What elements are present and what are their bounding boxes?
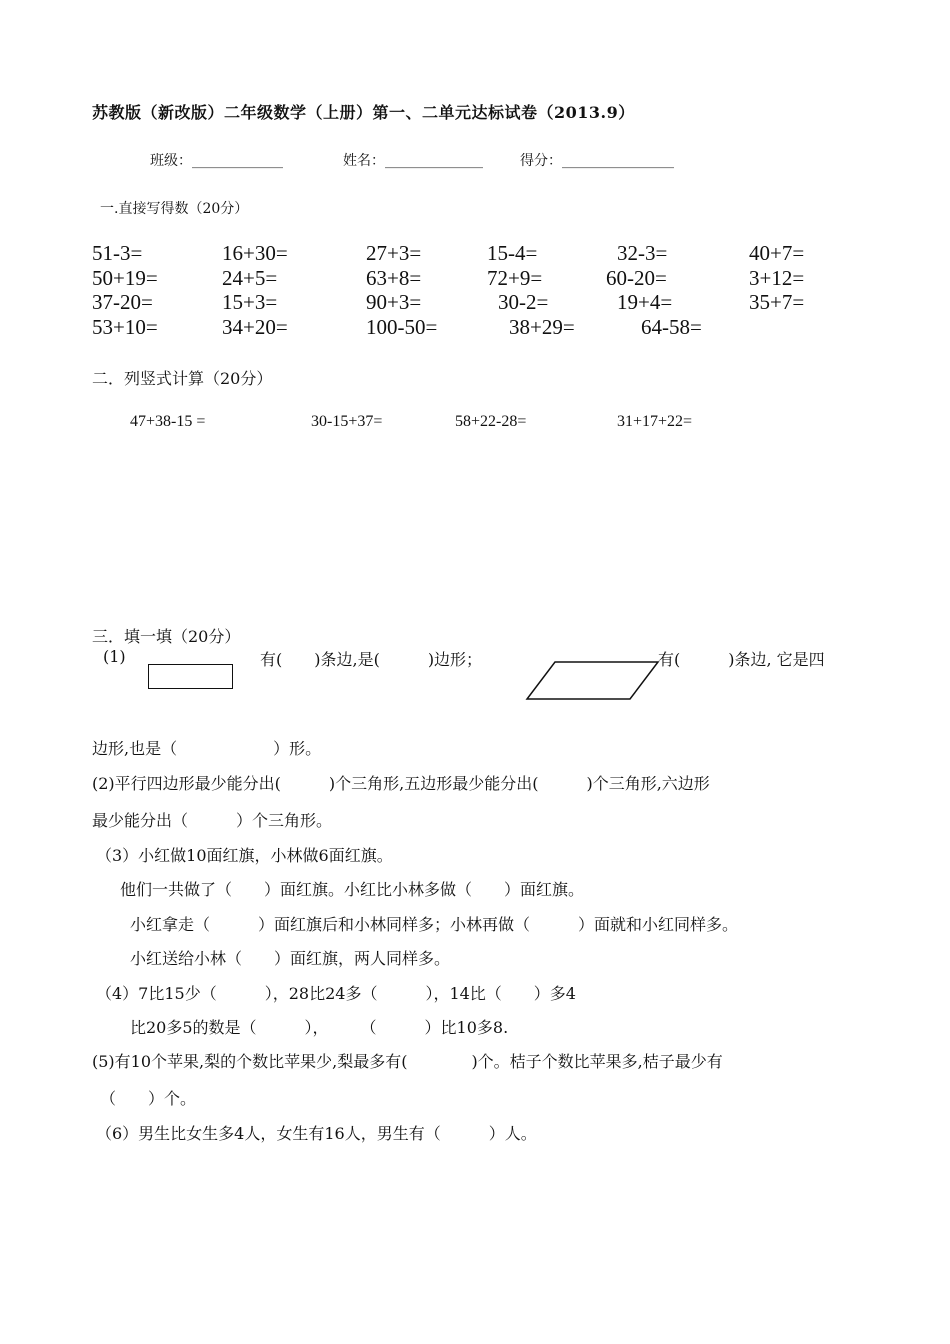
q5-line1: (5)有10个苹果,梨的个数比苹果少,梨最多有( )个。桔子个数比苹果多,桔子最少有: [92, 1052, 723, 1071]
calc-item: 72+9=: [487, 266, 543, 290]
page-title: 苏教版（新改版）二年级数学（上册）第一、二单元达标试卷（2013.9）: [92, 103, 635, 122]
parallelogram-figure: [525, 660, 661, 702]
class-field: [150, 150, 283, 170]
section3-heading: 三．填一填（20分）: [92, 627, 241, 646]
vertical-calc-item: 30-15+37=: [311, 413, 383, 430]
q1-continued: 边形,也是（ ）形。: [92, 739, 322, 758]
calc-item: 24+5=: [222, 266, 278, 290]
name-blank: ______________: [385, 153, 483, 169]
score-label: 得分：: [520, 153, 562, 169]
q6-line1: （6）男生比女生多4人，女生有16人，男生有（ ）人。: [96, 1124, 537, 1143]
calc-item: 38+29=: [509, 315, 575, 339]
section2-heading: 二．列竖式计算（20分）: [92, 369, 273, 388]
calc-item: 32-3=: [617, 241, 668, 265]
q3-line3: 小红拿走（ ）面红旗后和小林同样多；小林再做（ ）面就和小红同样多。: [130, 915, 739, 934]
section1-heading: 一.直接写得数（20分）: [100, 201, 249, 217]
calc-item: 34+20=: [222, 315, 288, 339]
vertical-calc-item: 47+38-15 =: [130, 413, 206, 430]
rectangle-figure: [148, 664, 233, 689]
q1-para-text: 有( )条边, 它是四: [658, 650, 825, 669]
vertical-calc-item: 58+22-28=: [455, 413, 527, 430]
vertical-calc-item: 31+17+22=: [617, 413, 693, 430]
calc-item: 37-20=: [92, 290, 153, 314]
calc-item: 27+3=: [366, 241, 422, 265]
name-field: [343, 150, 483, 170]
calc-item: 19+4=: [617, 290, 673, 314]
calc-item: 40+7=: [749, 241, 805, 265]
calc-item: 60-20=: [606, 266, 667, 290]
q3-line2: 他们一共做了（ ）面红旗。小红比小林多做（ ）面红旗。: [120, 880, 585, 899]
q1-rect-text: 有( )条边,是( )边形；: [260, 650, 483, 669]
q4-line2: 比20多5的数是（ ）， （ ）比10多8.: [130, 1018, 509, 1037]
calc-item: 16+30=: [222, 241, 288, 265]
q3-line1: （3）小红做10面红旗，小林做6面红旗。: [96, 846, 393, 865]
calc-item: 3+12=: [749, 266, 805, 290]
calc-item: 51-3=: [92, 241, 143, 265]
calc-item: 100-50=: [366, 315, 438, 339]
q2-line1: (2)平行四边形最少能分出( )个三角形,五边形最少能分出( )个三角形,六边形: [92, 774, 710, 793]
score-blank: ________________: [562, 153, 674, 169]
calc-item: 15-4=: [487, 241, 538, 265]
q1-number: (1): [103, 647, 126, 666]
q2-line2: 最少能分出（ ）个三角形。: [92, 811, 333, 830]
calc-item: 64-58=: [641, 315, 702, 339]
calc-item: 90+3=: [366, 290, 422, 314]
calc-item: 30-2=: [498, 290, 549, 314]
q3-line4: 小红送给小林（ ）面红旗，两人同样多。: [130, 949, 451, 968]
class-blank: _____________: [192, 153, 283, 169]
calc-item: 15+3=: [222, 290, 278, 314]
q5-line2: （ ）个。: [100, 1089, 197, 1108]
calc-item: 35+7=: [749, 290, 805, 314]
calc-item: 63+8=: [366, 266, 422, 290]
name-label: 姓名：: [343, 153, 385, 169]
q4-line1: （4）7比15少（ ），28比24多（ ），14比（ ）多4: [96, 984, 576, 1003]
class-label: 班级：: [150, 153, 192, 169]
calc-item: 50+19=: [92, 266, 158, 290]
score-field: [520, 150, 674, 170]
calc-item: 53+10=: [92, 315, 158, 339]
